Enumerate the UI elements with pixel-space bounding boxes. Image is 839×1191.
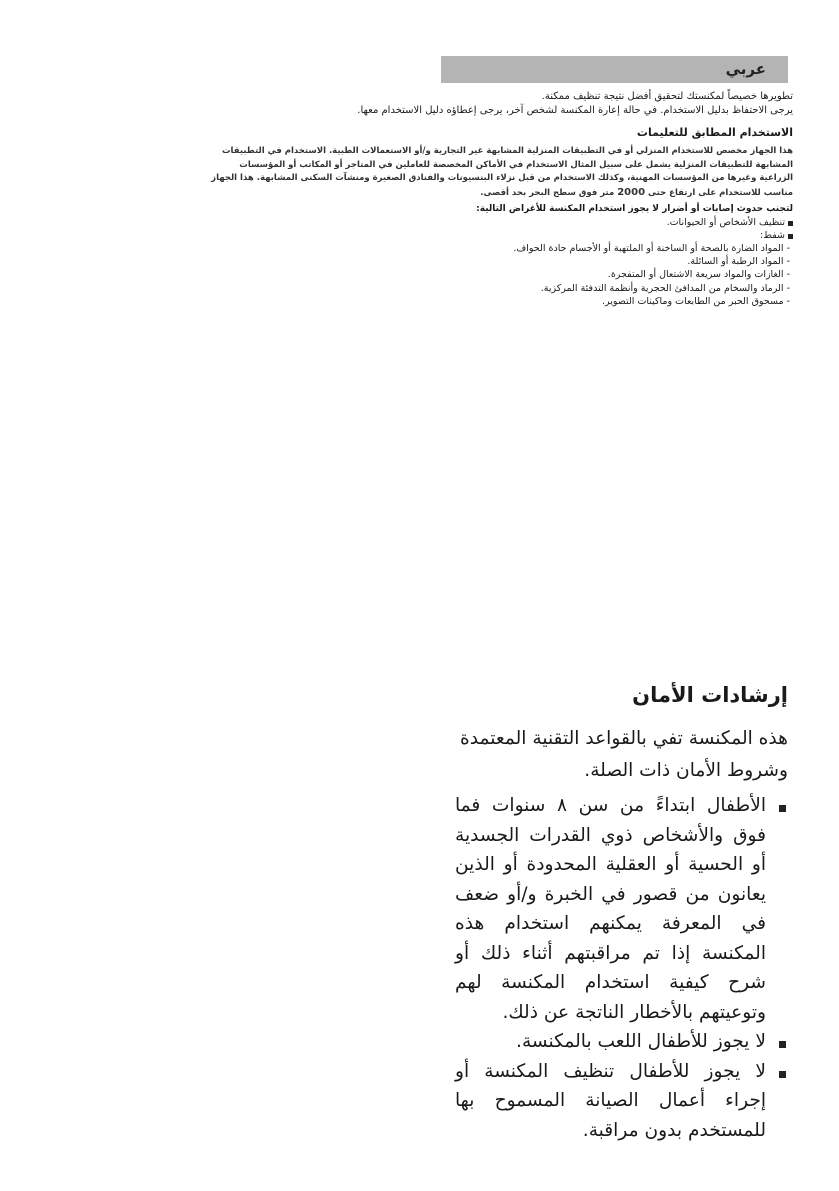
safety-title: إرشادات الأمان <box>632 683 788 707</box>
warning-dash-list <box>205 242 793 308</box>
safety-intro: هذه المكنسة تفي بالقواعد التقنية المعتمدة وشروط الأمان ذات الصلة. <box>460 728 788 781</box>
list-item: لا يجوز للأطفال اللعب بالمكنسة. <box>455 1027 788 1057</box>
usage-body <box>205 145 793 200</box>
list-item: تنظيف الأشخاص أو الحيوانات. <box>205 216 793 229</box>
bullet-square-icon <box>779 1041 786 1048</box>
warning-heading: لتجنب حدوث إصابات أو أضرار لا يجوز استخدام المكنسة للأغراض التالية: <box>476 204 793 214</box>
usage-altitude: 2000 <box>617 186 646 198</box>
language-label: عربي <box>725 60 766 78</box>
bullet-square-icon <box>779 805 786 812</box>
usage-body-start: هذا الجهاز مخصص للاستخدام المنزلي أو في التطبيقات المنزلية المشابهة غير التجارية و/أو الاستعمالات الطبية. الاستخدام في التطبيقات المشابهة للتطبيقات المنزلية يشمل على سبيل المثال الاستخدام في الأماكن المخصصة للعاملين في المتاجر أو المكاتب أو المؤسسات الزراعية وغيرها من المؤسسات المهنية، وكذلك الاستخدام من قبل نزلاء البنسيونات والفنادق الصغيرة ومنشآت السكنى المشابهة. هذا الجهاز مناسب للاستخدام على ارتفاع حتى <box>211 146 793 198</box>
warning-bullet-list <box>205 216 793 242</box>
usage-heading: الاستخدام المطابق للتعليمات <box>636 126 793 139</box>
list-item: - المواد الرطبة أو السائلة. <box>687 256 790 268</box>
usage-body-end: متر فوق سطح البحر بحد أقصى. <box>480 187 615 198</box>
bullet-square-icon <box>779 1071 786 1078</box>
list-item: الأطفال ابتداءً من سن ٨ سنوات فما فوق والأشخاص ذوي القدرات الجسدية أو الحسية أو العقلية المحدودة أو الذين يعانون من قصور في الخبرة و/أو ضعف في المعرفة يمكنهم استخدام هذه المكنسة إذا تم مراقبتهم أثناء ذلك أو شرح كيفية استخدام المكنسة لهم وتوعيتهم بالأخطار الناتجة عن ذلك. <box>455 791 788 1027</box>
list-item: - الغازات والمواد سريعة الاشتعال أو المتفجرة. <box>607 269 790 281</box>
safety-list <box>455 791 788 1145</box>
bullet-square-icon <box>788 221 793 226</box>
safety-section <box>455 675 788 1145</box>
list-item: شفط: <box>205 229 793 242</box>
bullet-square-icon <box>788 234 793 239</box>
list-item: - المواد الضارة بالصحة أو الساخنة أو الملتهبة أو الأجسام حادة الحواف. <box>513 243 790 254</box>
intro-line-2: يرجى الاحتفاظ بدليل الاستخدام. في حالة إعارة المكنسة لشخص آخر، يرجى إعطاؤه دليل الاستخدام معها. <box>357 104 793 116</box>
list-item: - الرماد والسخام من المدافئ الحجرية وأنظمة التدفئة المركزية. <box>540 282 790 294</box>
list-item: - مسحوق الحبر من الطابعات وماكينات التصوير. <box>601 295 790 307</box>
intro-line-1: تطويرها خصيصاً لمكنستك لتحقيق أفضل نتيجة تنظيف ممكنة. <box>541 91 793 102</box>
top-section <box>205 90 793 308</box>
list-item: لا يجوز للأطفال تنظيف المكنسة أو إجراء أعمال الصيانة المسموح بها للمستخدم بدون مراقبة. <box>455 1057 788 1146</box>
language-header <box>441 56 788 83</box>
intro-text <box>205 90 793 117</box>
